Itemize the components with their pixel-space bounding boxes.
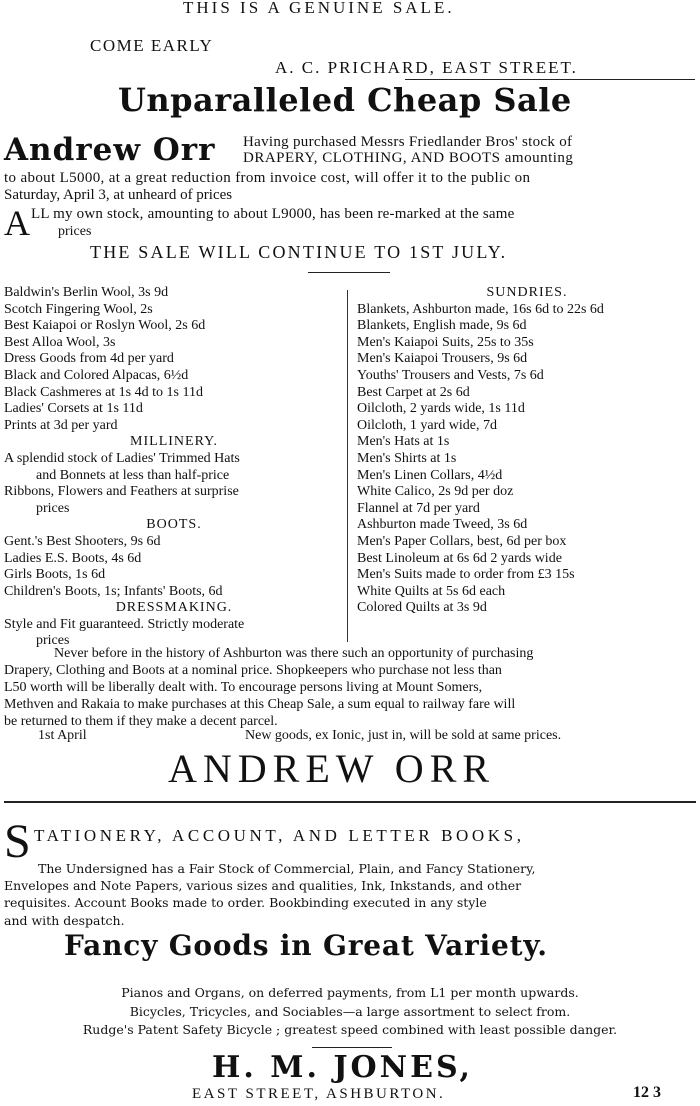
list-item: Gent.'s Best Shooters, 9s 6d (4, 533, 161, 549)
list-item: Flannel at 7d per yard (357, 500, 480, 516)
closing-line: L50 worth will be liberally dealt with. To encourage persons living at Mount Somers, (4, 680, 483, 695)
list-item: Children's Boots, 1s; Infants' Boots, 6d (4, 583, 223, 599)
list-item: Men's Suits made to order from £3 15s (357, 567, 575, 583)
closing-line: Methven and Rakaia to make purchases at this Cheap Sale, a sum equal to railway fare will (4, 697, 516, 712)
list-item: Men's Kaiapoi Trousers, 9s 6d (357, 351, 528, 367)
date-line: 1st April (38, 728, 87, 743)
list-item: Men's Linen Collars, 4½d (357, 467, 503, 483)
closing-line: Drapery, Clothing and Boots at a nominal price. Shopkeepers who purchase not less than (4, 663, 502, 678)
fancy-goods-heading: Fancy Goods in Great Variety. (64, 929, 548, 962)
list-item: prices (36, 500, 70, 516)
list-item: Oilcloth, 2 yards wide, 1s 11d (357, 401, 525, 417)
list-item: Baldwin's Berlin Wool, 3s 9d (4, 285, 169, 300)
list-item: White Calico, 2s 9d per doz (357, 484, 514, 500)
ad-reference: 12 3 (633, 1084, 661, 1101)
list-item: Dress Goods from 4d per yard (4, 351, 174, 367)
list-item: Best Alloa Wool, 3s (4, 334, 116, 350)
body-line: Rudge's Patent Safety Bicycle ; greatest speed combined with least possible danger. (82, 1022, 618, 1037)
body-line: and with despatch. (4, 912, 125, 928)
list-item: Prints at 3d per yard (4, 417, 118, 433)
list-item: Oilcloth, 1 yard wide, 7d (357, 417, 497, 433)
andrew-orr-name: Andrew Orr (4, 132, 216, 168)
intro-line-3: to about L5000, at a great reduction from invoice cost, will offer it to the public on (4, 170, 531, 186)
dressmaking-heading: DRESSMAKING. (115, 600, 233, 616)
list-item: Scotch Fingering Wool, 2s (4, 301, 153, 317)
list-item: Best Carpet at 2s 6d (357, 384, 470, 400)
come-early-line: COME EARLY (90, 36, 214, 55)
own-stock-line: LL my own stock, amounting to about L9000, has been re-marked at the same (31, 206, 515, 222)
boots-heading: BOOTS. (146, 517, 202, 533)
divider (312, 1047, 392, 1048)
drop-cap-s: S (4, 815, 31, 868)
body-line: Pianos and Organs, on deferred payments, from L1 per month upwards. (121, 985, 579, 1000)
list-item: Ribbons, Flowers and Feathers at surprise (4, 484, 239, 500)
list-item: Men's Kaiapoi Suits, 25s to 35s (357, 334, 534, 350)
list-item: Ladies' Corsets at 1s 11d (4, 401, 143, 417)
divider (4, 801, 696, 803)
list-item: Colored Quilts at 3s 9d (357, 600, 487, 616)
list-item: Youths' Trousers and Vests, 7s 6d (357, 367, 544, 383)
divider (308, 272, 390, 273)
body-line: Bicycles, Tricycles, and Sociables—a large assortment to select from. (129, 1003, 571, 1019)
stationery-heading: TATIONERY, ACCOUNT, AND LETTER BOOKS, (34, 826, 525, 845)
list-item: Blankets, English made, 9s 6d (357, 318, 527, 334)
list-item: Best Linoleum at 6s 6d 2 yards wide (357, 550, 562, 566)
divider (405, 79, 695, 80)
column-divider (347, 290, 348, 642)
drop-cap-a: A (4, 203, 30, 243)
list-item: Black and Colored Alpacas, 6½d (4, 367, 189, 383)
closing-line: be returned to them if they make a decent parcel. (4, 714, 278, 729)
genuine-sale-line: THIS IS A GENUINE SALE. (183, 0, 455, 17)
stationery-body (4, 860, 696, 929)
continue-line: THE SALE WILL CONTINUE TO 1ST JULY. (90, 242, 508, 262)
list-item: Ashburton made Tweed, 3s 6d (357, 517, 528, 533)
prichard-address: A. C. PRICHARD, EAST STREET. (275, 58, 578, 77)
list-item: White Quilts at 5s 6d each (357, 583, 506, 599)
millinery-heading: MILLINERY. (130, 434, 218, 450)
list-item: Girls Boots, 1s 6d (4, 567, 106, 583)
list-item: Men's Hats at 1s (357, 434, 450, 450)
list-item: Blankets, Ashburton made, 16s 6d to 22s 6d (357, 301, 604, 317)
intro-line-2: DRAPERY, CLOTHING, AND BOOTS amounting (243, 150, 574, 166)
new-goods-line: New goods, ex Ionic, just in, will be sold at same prices. (245, 728, 562, 743)
list-item: Black Cashmeres at 1s 4d to 1s 11d (4, 384, 203, 400)
own-stock-prices: prices (58, 224, 92, 239)
intro-line-1: Having purchased Messrs Friedlander Bros' stock of (243, 134, 573, 150)
list-item: Style and Fit guaranteed. Strictly moderate (4, 616, 245, 632)
list-item: Best Kaiapoi or Roslyn Wool, 2s 6d (4, 318, 206, 334)
hm-jones-name: H. M. JONES, (212, 1050, 473, 1085)
list-item: Men's Shirts at 1s (357, 450, 457, 466)
list-item: Ladies E.S. Boots, 4s 6d (4, 550, 142, 566)
closing-line: Never before in the history of Ashburton was there such an opportunity of purchasing (54, 646, 534, 661)
sale-headline: Unparalleled Cheap Sale (118, 81, 572, 119)
body-line: Envelopes and Note Papers, various sizes and qualities, Ink, Inkstands, and other (4, 878, 522, 894)
intro-line-4: Saturday, April 3, at unheard of prices (4, 187, 233, 203)
list-item: prices (36, 633, 70, 649)
list-item: Men's Paper Collars, best, 6d per box (357, 533, 567, 549)
list-item: A splendid stock of Ladies' Trimmed Hats (4, 450, 240, 466)
sundries-heading: SUNDRIES. (486, 285, 568, 300)
right-price-column (357, 285, 697, 617)
body-line: requisites. Account Books made to order. Bookbinding executed in any style (4, 895, 487, 911)
body-line: The Undersigned has a Fair Stock of Commercial, Plain, and Fancy Stationery, (38, 861, 536, 876)
andrew-orr-signature: ANDREW ORR (168, 746, 496, 791)
instruments-block (0, 984, 700, 1040)
closing-paragraph (4, 645, 696, 730)
list-item: and Bonnets at less than half-price (36, 467, 230, 483)
jones-address: EAST STREET, ASHBURTON. (192, 1086, 446, 1102)
left-price-column (4, 285, 344, 650)
